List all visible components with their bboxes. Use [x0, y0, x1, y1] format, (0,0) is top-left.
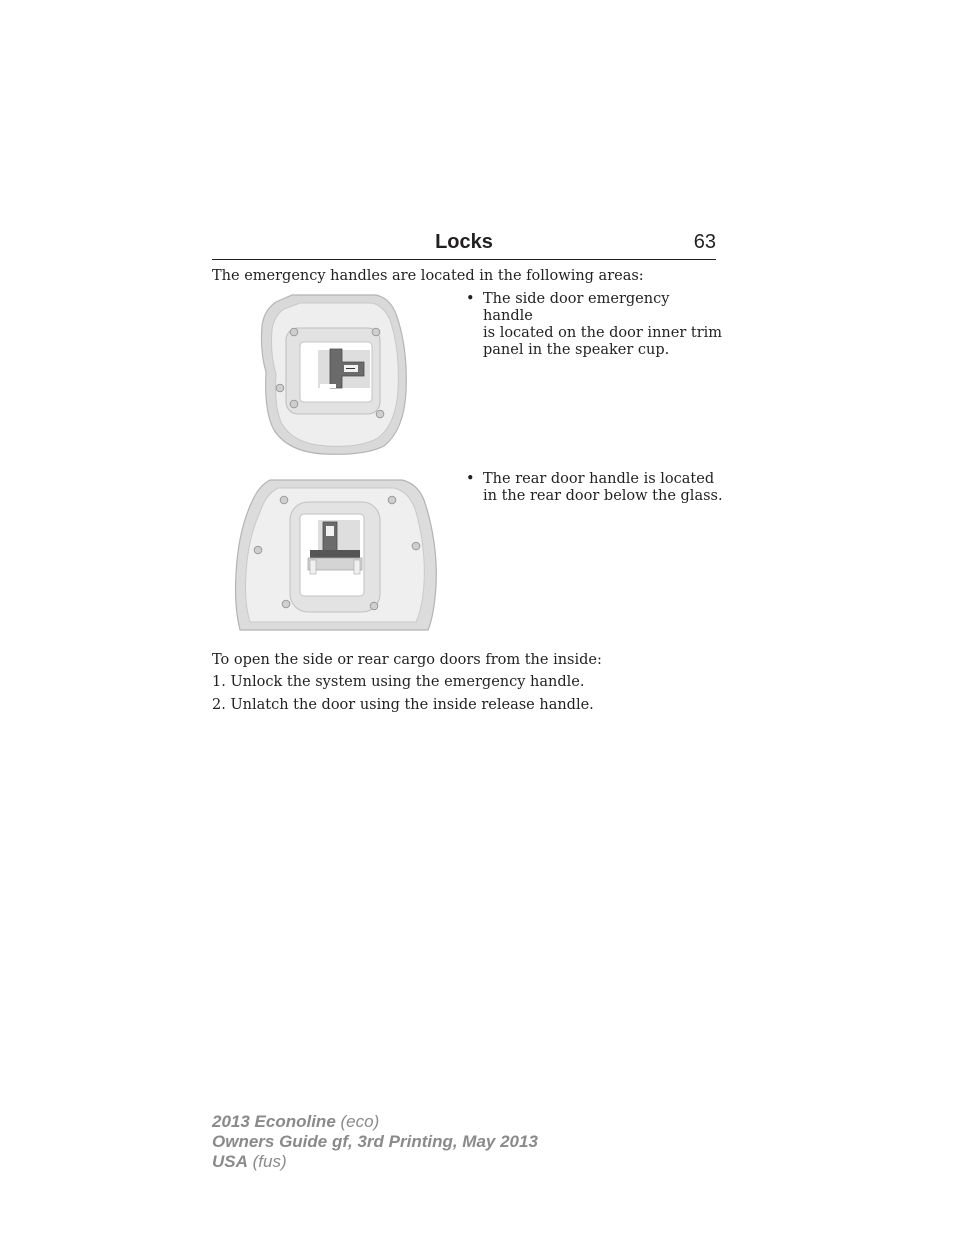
- bullet-line: The rear door handle is located: [483, 471, 715, 487]
- rear-door-emergency-handle-illustration: [232, 476, 438, 632]
- bullet-symbol: •: [466, 291, 475, 307]
- footer-region-code: (fus): [252, 1152, 287, 1171]
- bullet-line: is located on the door inner trim: [483, 325, 723, 341]
- page-header: [212, 229, 716, 260]
- side-door-emergency-handle-illustration: [256, 292, 408, 456]
- footer-model-code: (eco): [340, 1112, 380, 1131]
- page-number: 63: [693, 231, 716, 253]
- footer-line: [212, 1152, 538, 1172]
- instruction-step: 2. Unlatch the door using the inside release handle.: [212, 697, 594, 713]
- footer-region: USA: [212, 1152, 248, 1171]
- bullet-line: The side door emergency handle: [483, 291, 670, 324]
- bullet-symbol: •: [466, 471, 475, 487]
- section-title: Locks: [435, 231, 493, 253]
- instruction-step: 1. Unlock the system using the emergency handle.: [212, 674, 585, 690]
- footer-line: [212, 1132, 538, 1152]
- footer-printing: Owners Guide gf, 3rd Printing, May 2013: [212, 1132, 538, 1151]
- intro-text: The emergency handles are located in the following areas:: [212, 268, 644, 284]
- footer-model: 2013 Econoline: [212, 1112, 336, 1131]
- page-footer: [212, 1112, 538, 1172]
- instructions-lead: To open the side or rear cargo doors from the inside:: [212, 652, 602, 668]
- bullet-line: panel in the speaker cup.: [483, 342, 670, 358]
- footer-line: [212, 1112, 538, 1132]
- bullet-line: in the rear door below the glass.: [483, 488, 723, 504]
